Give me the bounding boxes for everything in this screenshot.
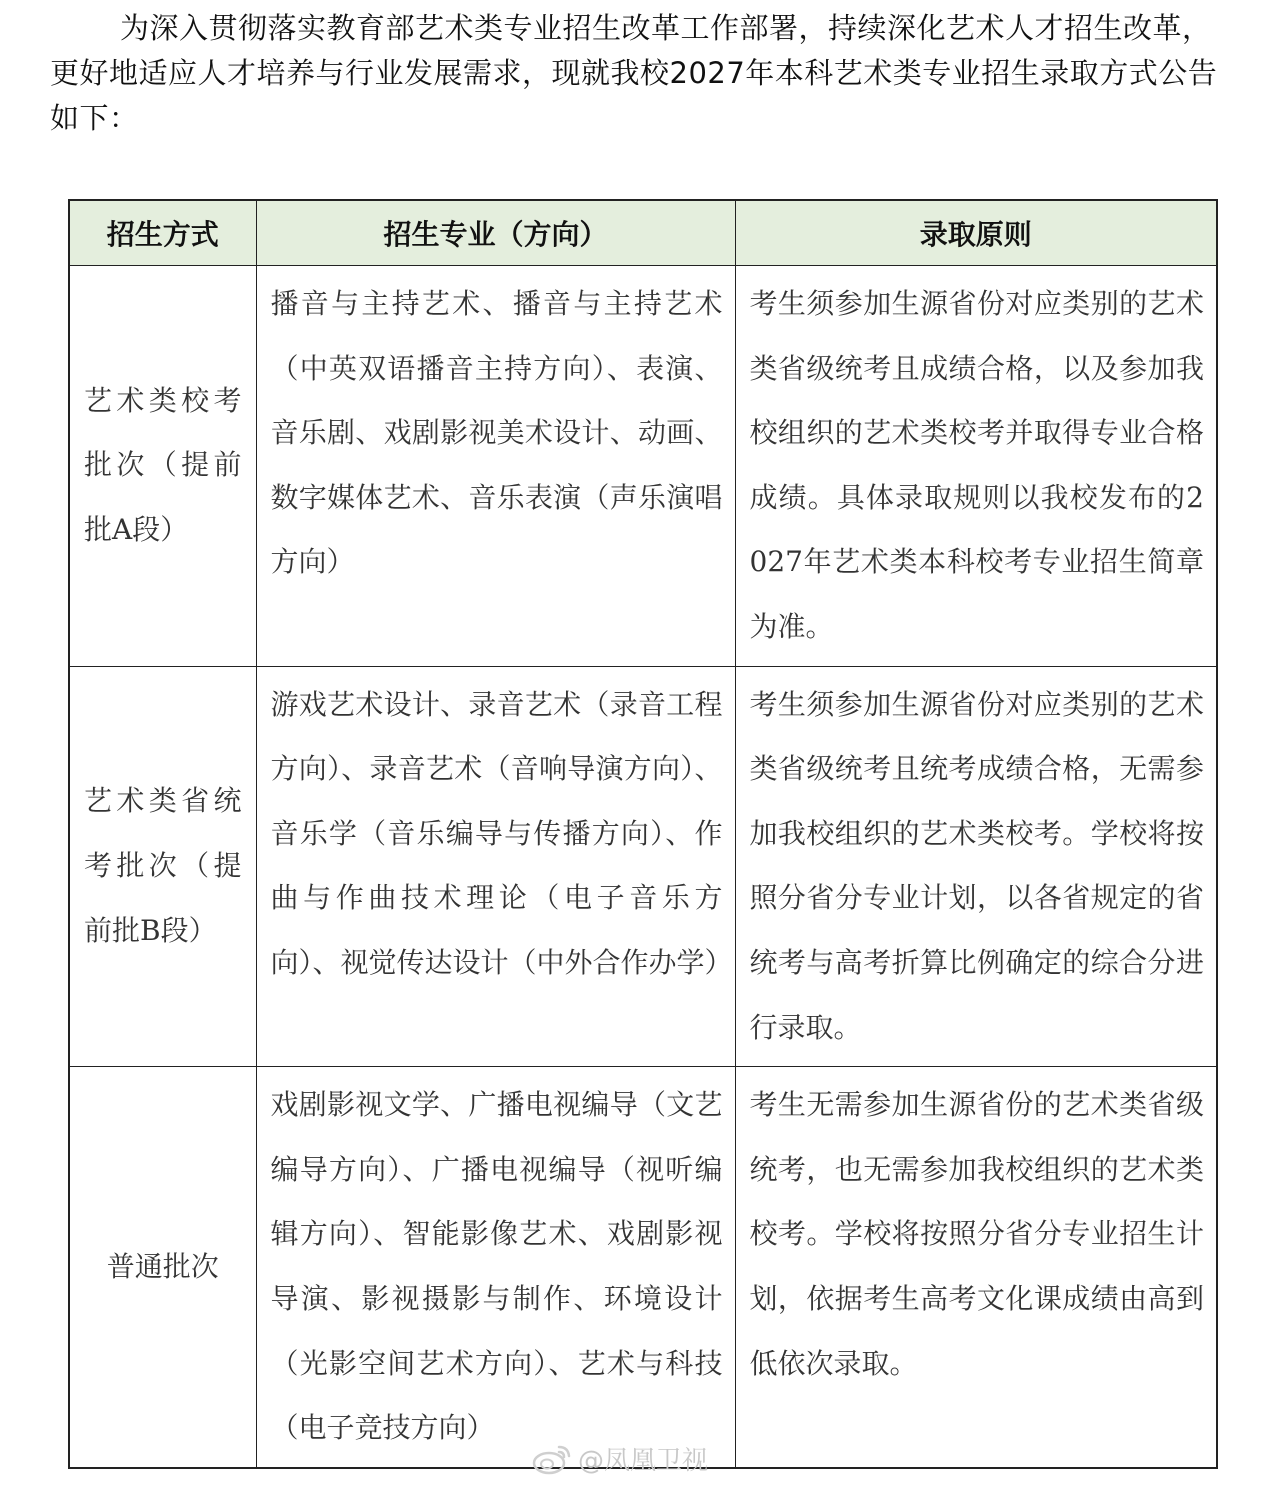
method-cell: 艺术类省统考批次（提前批B段） (69, 666, 256, 1067)
table-row (69, 1067, 1217, 1468)
table-row (69, 666, 1217, 1067)
majors-cell: 戏剧影视文学、广播电视编导（文艺编导方向）、广播电视编导（视听编辑方向）、智能影像艺术、戏剧影视导演、影视摄影与制作、环境设计（光影空间艺术方向）、艺术与科技（电子竞技方向） (256, 1067, 735, 1468)
method-cell: 普通批次 (69, 1067, 256, 1468)
principle-cell: 考生无需参加生源省份的艺术类省级统考，也无需参加我校组织的艺术类校考。学校将按照分省分专业招生计划，依据考生高考文化课成绩由高到低依次录取。 (735, 1067, 1217, 1468)
majors-cell: 游戏艺术设计、录音艺术（录音工程方向）、录音艺术（音响导演方向）、音乐学（音乐编导与传播方向）、作曲与作曲技术理论（电子音乐方向）、视觉传达设计（中外合作办学） (256, 666, 735, 1067)
table-row (69, 266, 1217, 667)
header-majors: 招生专业（方向） (256, 200, 735, 266)
watermark-text: @凤凰卫视 (578, 1446, 709, 1476)
header-principle: 录取原则 (735, 200, 1217, 266)
method-cell: 艺术类校考批次（提前批A段） (69, 266, 256, 667)
majors-cell: 播音与主持艺术、播音与主持艺术（中英双语播音主持方向）、表演、音乐剧、戏剧影视美术设计、动画、数字媒体艺术、音乐表演（声乐演唱方向） (256, 266, 735, 667)
intro-paragraph: 为深入贯彻落实教育部艺术类专业招生改革工作部署，持续深化艺术人才招生改革，更好地适应人才培养与行业发展需求，现就我校2027年本科艺术类专业招生录取方式公告如下： (50, 11, 1218, 135)
principle-cell: 考生须参加生源省份对应类别的艺术类省级统考且成绩合格，以及参加我校组织的艺术类校考并取得专业合格成绩。具体录取规则以我校发布的2027年艺术类本科校考专业招生简章为准。 (735, 266, 1217, 667)
table-header-row (69, 200, 1217, 266)
header-method: 招生方式 (69, 200, 256, 266)
watermark (532, 1440, 708, 1477)
weibo-icon (532, 1443, 572, 1475)
admissions-table (68, 199, 1218, 1469)
principle-cell: 考生须参加生源省份对应类别的艺术类省级统考且统考成绩合格，无需参加我校组织的艺术类校考。学校将按照分省分专业计划，以各省规定的省统考与高考折算比例确定的综合分进行录取。 (735, 666, 1217, 1067)
